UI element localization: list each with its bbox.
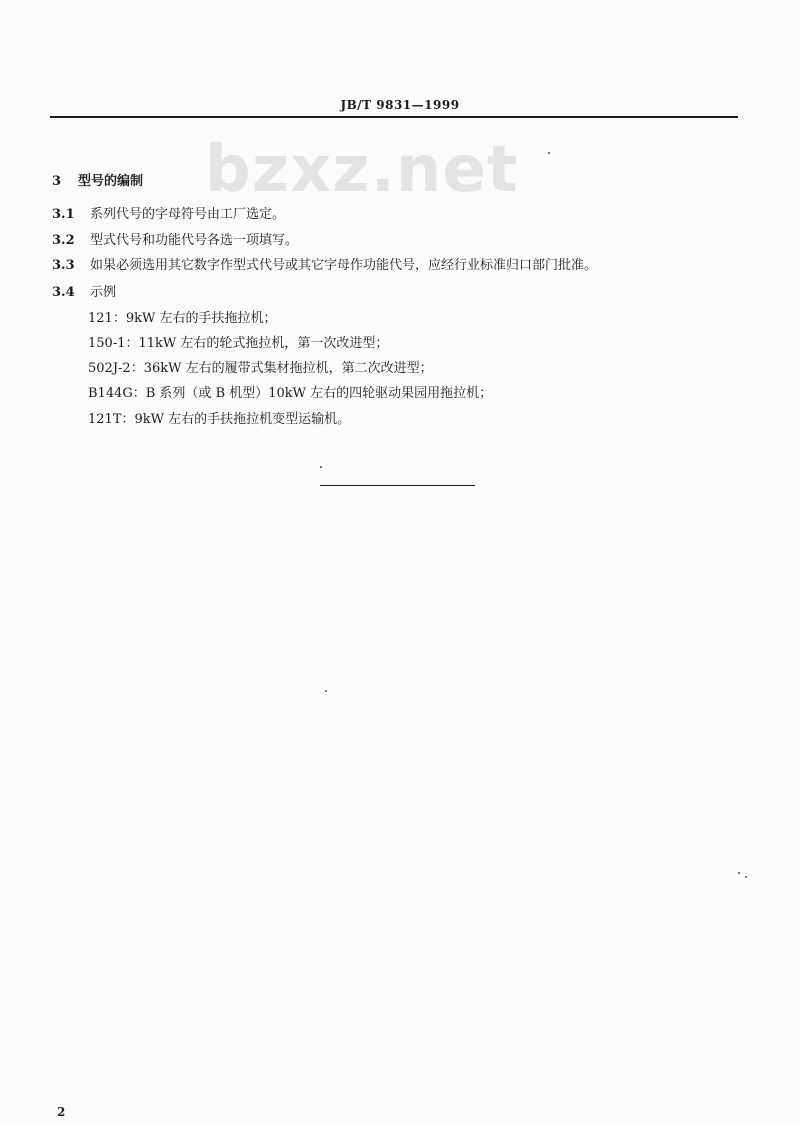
clause-text: 示例 (90, 285, 117, 300)
example-line: 502J-2：36kW 左右的履带式集材拖拉机，第二次改进型； (88, 361, 433, 376)
scan-speck (325, 690, 327, 692)
section-heading (52, 173, 143, 191)
clause-number: 3.1 (52, 207, 75, 222)
clause-3-4 (52, 284, 116, 302)
clause-3-2 (52, 232, 298, 250)
header-rule (50, 116, 738, 118)
example-line: 150-1：11kW 左右的轮式拖拉机，第一次改进型； (88, 336, 389, 351)
example-line: B144G：B 系列（或 B 机型）10kW 左右的四轮驱动果园用拖拉机； (88, 386, 493, 401)
clause-text: 型式代号和功能代号各选一项填写。 (90, 233, 299, 248)
clause-3-3 (52, 257, 597, 275)
clause-number: 3.4 (52, 285, 75, 300)
clause-3-1 (52, 206, 285, 224)
end-of-text-rule (320, 485, 475, 486)
clause-number: 3.3 (52, 258, 75, 273)
standard-code-header: JB/T 9831—1999 (340, 98, 460, 112)
clause-number: 3.2 (52, 233, 75, 248)
section-title: 型号的编制 (78, 174, 144, 189)
clause-text: 系列代号的字母符号由工厂选定。 (90, 207, 286, 222)
scan-speck (745, 876, 747, 878)
example-line: 121T：9kW 左右的手扶拖拉机变型运输机。 (88, 412, 351, 427)
watermark: bzxz.net (205, 133, 519, 207)
page-number: 2 (57, 1105, 66, 1119)
example-line: 121：9kW 左右的手扶拖拉机； (88, 311, 277, 326)
scan-speck (738, 872, 740, 874)
section-number: 3 (52, 174, 62, 189)
scan-speck (320, 466, 322, 468)
scan-speck (548, 152, 550, 154)
clause-text: 如果必须选用其它数字作型式代号或其它字母作功能代号，应经行业标准归口部门批准。 (90, 258, 598, 273)
